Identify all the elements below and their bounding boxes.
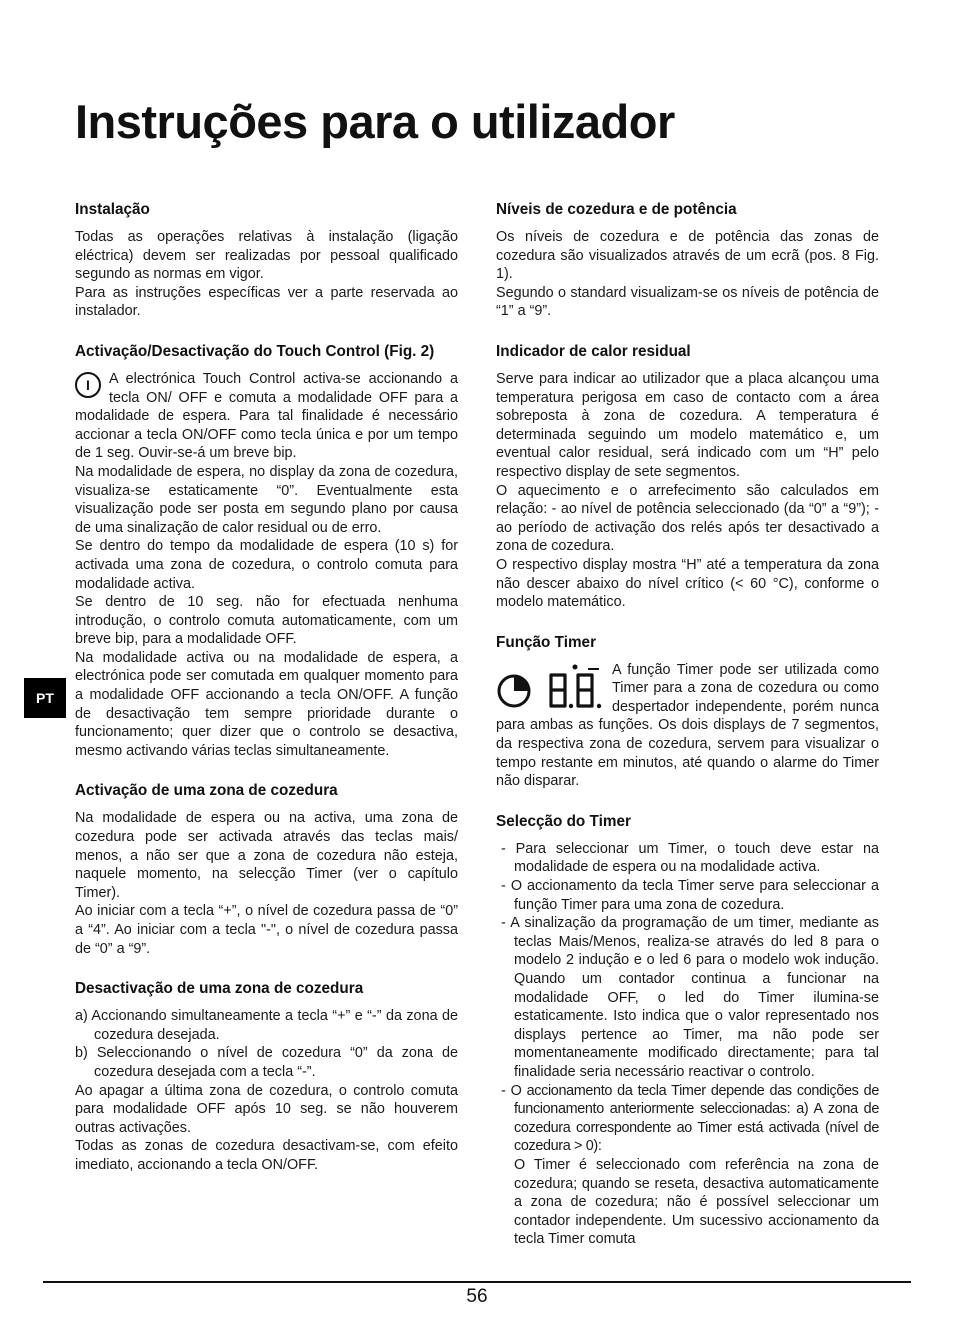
page-title: Instruções para o utilizador	[75, 95, 675, 148]
section-instalacao	[75, 200, 458, 321]
language-tab: PT	[24, 678, 66, 718]
left-column	[75, 200, 458, 1196]
list-item: - A sinalização da programação de um timer, mediante as teclas Mais/Menos, realiza-se através do led 8 para o modelo 2 indução e o led 6 para o modelo wok indução. Quando um contador continua a funcionar na modalidade OFF, o led do Timer ilumina-se estaticamente. Isto indica que o valor representado nos displays pertence ao Timer, ma não pode ser momentaneamente modificado directamente; para tal finalidade seria necessário reactivar o controlo.	[501, 915, 879, 1080]
info-i-icon: I	[75, 372, 101, 398]
section-funcao-timer	[496, 633, 879, 791]
paragraph: Todas as operações relativas à instalação (ligação eléctrica) devem ser realizadas por pessoal qualificado segundo as normas em vigor.	[75, 229, 458, 283]
paragraph: O respectivo display mostra “H” até a temperatura da zona não descer abaixo do nível crítico (< 60 °C), conforme o modelo matemático.	[496, 556, 879, 611]
section-heading: Níveis de cozedura e de potência	[496, 201, 737, 218]
section-heading: Selecção do Timer	[496, 812, 631, 830]
paragraph: Serve para indicar ao utilizador que a placa alcançou uma temperatura perigosa em caso de contacto com a área sobreposta à zona de cozedura. A temperatura é determinada seguindo um modelo matemático e, um eventual calor residual, será indicado com um “H” pelo respectivo display de sete segmentos.	[496, 370, 879, 480]
paragraph-text: A electrónica Touch Control activa-se accionando a tecla ON/ OFF e comuta a modalidade OFF para a modalidade de espera. Para tal finalidade é necessário accionar a tecla ON/OFF como tecla única e por um tempo de 1 seg. Ouvir-se-á um breve bip.	[75, 370, 458, 462]
list-item: - O accionamento da tecla Timer serve para seleccionar a função Timer para uma zona de cozedura.	[501, 878, 879, 913]
section-heading: Activação de uma zona de cozedura	[75, 782, 338, 800]
paragraph	[75, 370, 458, 463]
section-heading: Função Timer	[496, 633, 597, 651]
section-desactivacao-zona	[75, 979, 458, 1174]
list-item: b) Seleccionando o nível de cozedura “0” da zona de cozedura desejada com a tecla “-”.	[75, 1045, 458, 1080]
paragraph: Todas as zonas de cozedura desactivam-se, com efeito imediato, accionando a tecla ON/OFF.	[75, 1138, 458, 1173]
right-column	[496, 200, 879, 1270]
paragraph: Segundo o standard visualizam-se os níveis de potência de “1” a “9”.	[496, 284, 879, 320]
paragraph: Ao iniciar com a tecla “+”, o nível de cozedura passa de “0” a “4”. Ao iniciar com a tecla "-", o nível de cozedura passa de “0” a “9”.	[75, 903, 458, 957]
section-calor-residual	[496, 342, 879, 612]
paragraph: Na modalidade de espera ou na activa, uma zona de cozedura pode ser activada através das teclas mais/ menos, a não ser que a zona de cozedura não esteja, naquele momento, na selecção Timer (ver o capítulo Timer).	[75, 810, 458, 901]
section-heading: Instalação	[75, 201, 150, 218]
footer-divider	[43, 1281, 911, 1283]
section-niveis	[496, 200, 879, 321]
paragraph: Na modalidade de espera, no display da zona de cozedura, visualiza-se estaticamente “0”. Eventualmente esta visualização pode ser posta em segundo plano por causa de uma sinalização de calor residual ou de erro.	[75, 463, 458, 536]
page-number: 56	[466, 1286, 488, 1307]
paragraph: Para as instruções específicas ver a parte reservada ao instalador.	[75, 284, 458, 320]
timer-display-icon	[496, 663, 604, 713]
section-seleccao-timer	[496, 812, 879, 1249]
paragraph	[496, 661, 879, 791]
paragraph: Na modalidade activa ou na modalidade de espera, a electrónica pode ser comutada em qualquer momento para a modalidade OFF accionando a tecla ON/OFF. A função de desactivação tem sempre prioridade durante o funcionamento; quer dizer que o controlo se desactiva, mesmo activando várias teclas simultaneamente.	[75, 649, 458, 759]
list-item: - Para seleccionar um Timer, o touch deve estar na modalidade de espera ou na modalidade activa.	[501, 840, 879, 876]
option-list	[75, 1007, 458, 1081]
paragraph: O aquecimento e o arrefecimento são calculados em relação: - ao nível de potência seleccionado (da “0” a “9”); - ao período de activação dos relés após ter desactivado a zona de cozedura.	[496, 482, 879, 555]
paragraph-text: A função Timer pode ser utilizada como Timer para a zona de cozedura ou como despertador independente, porém nunca para ambas as funções. Os dois displays de 7 segmentos, da respectiva zona de cozedura, servem para visualizar o tempo restante em minutos, até quando o alarme do Timer não disparar.	[496, 661, 879, 790]
paragraph: Ao apagar a última zona de cozedura, o controlo comuta para modalidade OFF após 10 seg. se não houverem outras activações.	[75, 1082, 458, 1136]
section-activacao-zona	[75, 781, 458, 958]
section-touch-control	[75, 342, 458, 760]
list-item: - O accionamento da tecla Timer depende das condições de funcionamento anteriormente seleccionadas: a) A zona de cozedura correspondente ao Timer está activada (nível de cozedura > 0):	[501, 1082, 879, 1155]
section-heading: Indicador de calor residual	[496, 342, 691, 360]
paragraph: Se dentro do tempo da modalidade de espera (10 s) for activada uma zona de cozedura, o controlo comuta para modalidade activa.	[75, 538, 458, 592]
section-heading: Activação/Desactivação do Touch Control (Fig. 2)	[75, 342, 435, 360]
list-item: a) Accionando simultaneamente a tecla “+” e “-” da zona de cozedura desejada.	[75, 1008, 458, 1043]
bullet-list	[496, 840, 879, 1156]
section-heading: Desactivação de uma zona de cozedura	[75, 980, 364, 998]
paragraph: Os níveis de cozedura e de potência das zonas de cozedura são visualizados através de um ecrã (pos. 8 Fig. 1).	[496, 229, 879, 283]
paragraph: O Timer é seleccionado com referência na zona de cozedura; quando se reseta, desactiva automaticamente a zona de cozedura; não é possível seleccionar um contador independente. Um sucessivo accionamento da tecla Timer comuta	[514, 1156, 879, 1248]
paragraph: Se dentro de 10 seg. não for efectuada nenhuma introdução, o controlo comuta automaticamente, com um breve bip, para a modalidade OFF.	[75, 594, 458, 648]
